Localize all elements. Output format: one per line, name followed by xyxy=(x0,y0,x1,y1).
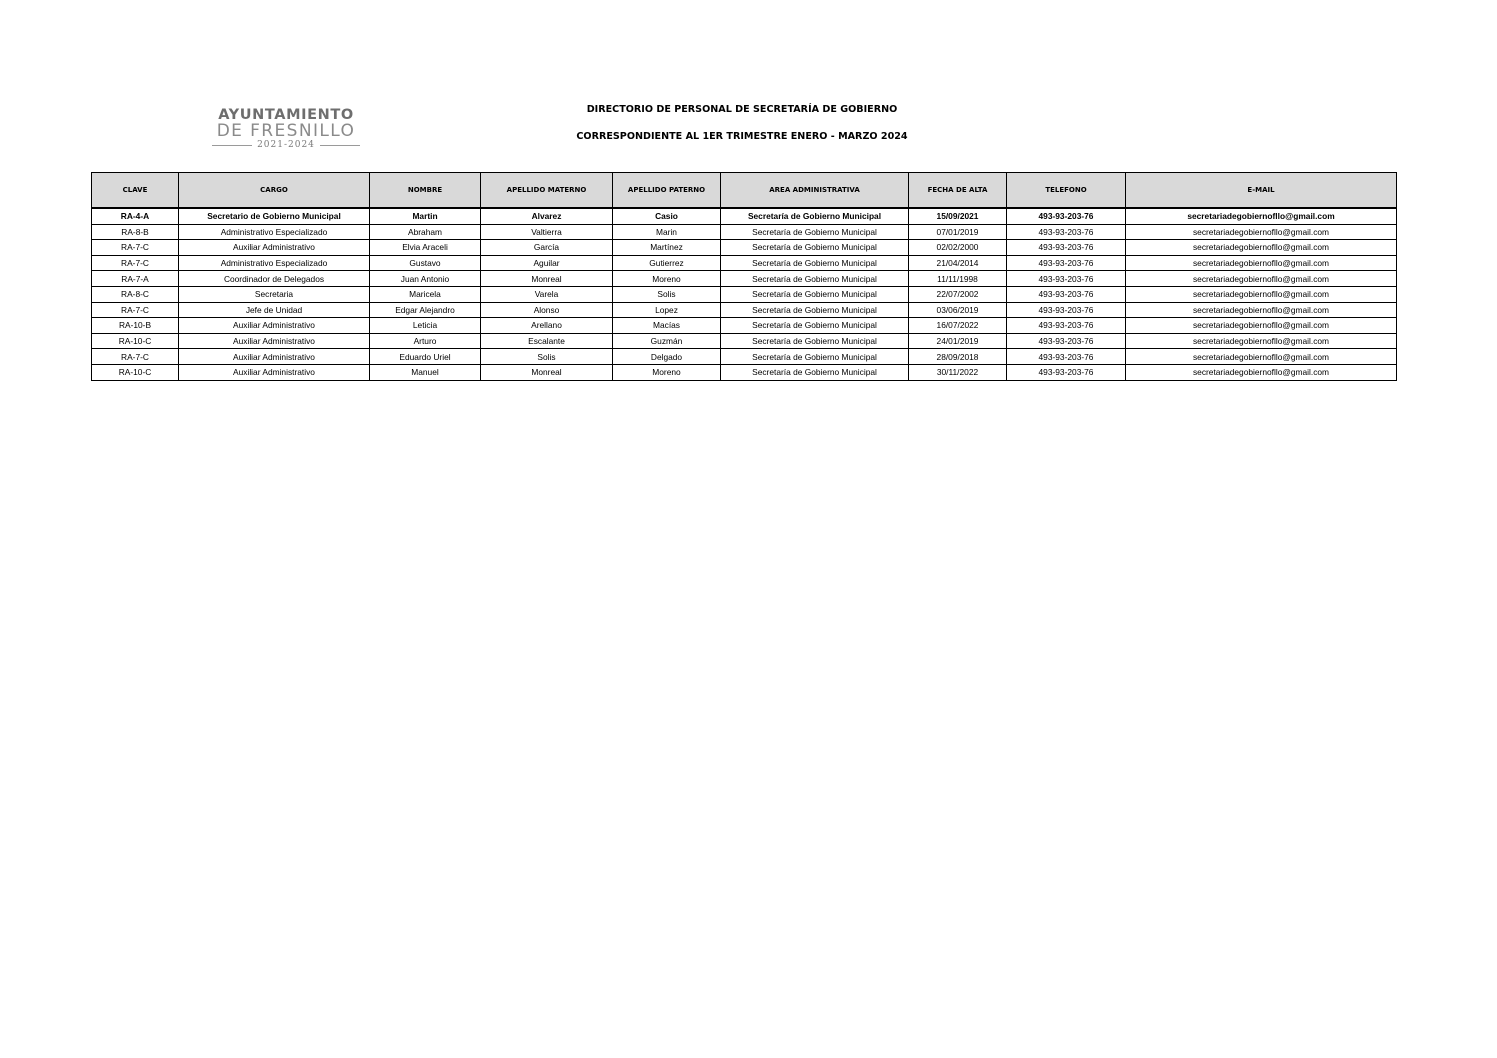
cell-apellido-materno: Aguilar xyxy=(481,255,613,271)
cell-cargo: Auxiliar Administrativo xyxy=(179,349,370,365)
table-row xyxy=(92,286,1397,302)
cell-telefono: 493-93-203-76 xyxy=(1007,318,1126,334)
cell-email: secretariadegobiernofllo@gmail.com xyxy=(1126,318,1397,334)
cell-clave: RA-10-B xyxy=(92,318,179,334)
cell-telefono: 493-93-203-76 xyxy=(1007,224,1126,240)
table-row xyxy=(92,255,1397,271)
table-row xyxy=(92,302,1397,318)
logo-line2: DE FRESNILLO xyxy=(216,121,356,141)
cell-fecha-de-alta: 11/11/1998 xyxy=(909,271,1007,287)
cell-area-administrativa: Secretaría de Gobierno Municipal xyxy=(721,349,909,365)
table-header-row xyxy=(92,173,1397,209)
cell-email: secretariadegobiernofllo@gmail.com xyxy=(1126,302,1397,318)
cell-clave: RA-7-A xyxy=(92,271,179,287)
header-nombre: NOMBRE xyxy=(370,173,481,209)
header-cargo: CARGO xyxy=(179,173,370,209)
cell-nombre: Eduardo Uriel xyxy=(370,349,481,365)
cell-area-administrativa: Secretaría de Gobierno Municipal xyxy=(721,208,909,224)
cell-clave: RA-7-C xyxy=(92,349,179,365)
directory-table xyxy=(91,172,1397,381)
cell-cargo: Secretaria xyxy=(179,286,370,302)
cell-telefono: 493-93-203-76 xyxy=(1007,286,1126,302)
cell-email: secretariadegobiernofllo@gmail.com xyxy=(1126,255,1397,271)
cell-area-administrativa: Secretaría de Gobierno Municipal xyxy=(721,286,909,302)
cell-area-administrativa: Secretaría de Gobierno Municipal xyxy=(721,240,909,256)
cell-fecha-de-alta: 24/01/2019 xyxy=(909,333,1007,349)
header-clave: CLAVE xyxy=(92,173,179,209)
cell-apellido-materno: Varela xyxy=(481,286,613,302)
cell-area-administrativa: Secretaría de Gobierno Municipal xyxy=(721,364,909,380)
cell-fecha-de-alta: 07/01/2019 xyxy=(909,224,1007,240)
cell-nombre: Edgar Alejandro xyxy=(370,302,481,318)
cell-telefono: 493-93-203-76 xyxy=(1007,349,1126,365)
cell-cargo: Auxiliar Administrativo xyxy=(179,240,370,256)
table-body xyxy=(92,208,1397,380)
cell-apellido-paterno: Guzmán xyxy=(613,333,721,349)
cell-clave: RA-8-B xyxy=(92,224,179,240)
cell-fecha-de-alta: 15/09/2021 xyxy=(909,208,1007,224)
cell-telefono: 493-93-203-76 xyxy=(1007,333,1126,349)
cell-nombre: Manuel xyxy=(370,364,481,380)
cell-area-administrativa: Secretaría de Gobierno Municipal xyxy=(721,224,909,240)
cell-apellido-materno: Alvarez xyxy=(481,208,613,224)
cell-area-administrativa: Secretaría de Gobierno Municipal xyxy=(721,318,909,334)
cell-apellido-paterno: Casio xyxy=(613,208,721,224)
cell-cargo: Coordinador de Delegados xyxy=(179,271,370,287)
cell-nombre: Leticia xyxy=(370,318,481,334)
cell-cargo: Jefe de Unidad xyxy=(179,302,370,318)
logo xyxy=(203,108,369,150)
cell-clave: RA-10-C xyxy=(92,333,179,349)
cell-nombre: Elvia Araceli xyxy=(370,240,481,256)
cell-fecha-de-alta: 02/02/2000 xyxy=(909,240,1007,256)
cell-email: secretariadegobiernofllo@gmail.com xyxy=(1126,349,1397,365)
cell-apellido-materno: Escalante xyxy=(481,333,613,349)
cell-clave: RA-10-C xyxy=(92,364,179,380)
table-row xyxy=(92,364,1397,380)
cell-nombre: Arturo xyxy=(370,333,481,349)
cell-cargo: Administrativo Especializado xyxy=(179,255,370,271)
cell-area-administrativa: Secretaría de Gobierno Municipal xyxy=(721,302,909,318)
cell-nombre: Maricela xyxy=(370,286,481,302)
cell-apellido-materno: Monreal xyxy=(481,364,613,380)
header-fecha-de-alta: FECHA DE ALTA xyxy=(909,173,1007,209)
cell-fecha-de-alta: 03/06/2019 xyxy=(909,302,1007,318)
logo-years-row xyxy=(203,140,369,150)
cell-apellido-paterno: Macías xyxy=(613,318,721,334)
cell-cargo: Auxiliar Administrativo xyxy=(179,318,370,334)
header-telefono: TELEFONO xyxy=(1007,173,1126,209)
cell-area-administrativa: Secretaría de Gobierno Municipal xyxy=(721,271,909,287)
header-email: E-MAIL xyxy=(1126,173,1397,209)
table-row xyxy=(92,240,1397,256)
logo-rule-right xyxy=(320,145,360,146)
cell-fecha-de-alta: 16/07/2022 xyxy=(909,318,1007,334)
cell-telefono: 493-93-203-76 xyxy=(1007,364,1126,380)
cell-cargo: Auxiliar Administrativo xyxy=(179,364,370,380)
cell-fecha-de-alta: 30/11/2022 xyxy=(909,364,1007,380)
cell-telefono: 493-93-203-76 xyxy=(1007,302,1126,318)
header-apellido-paterno: APELLIDO PATERNO xyxy=(613,173,721,209)
cell-clave: RA-7-C xyxy=(92,240,179,256)
cell-email: secretariadegobiernofllo@gmail.com xyxy=(1126,286,1397,302)
page-subtitle: CORRESPONDIENTE AL 1ER TRIMESTRE ENERO - MARZO 2024 xyxy=(576,131,908,142)
cell-apellido-paterno: Moreno xyxy=(613,364,721,380)
cell-area-administrativa: Secretaría de Gobierno Municipal xyxy=(721,255,909,271)
cell-nombre: Juan Antonio xyxy=(370,271,481,287)
cell-nombre: Martin xyxy=(370,208,481,224)
cell-apellido-paterno: Lopez xyxy=(613,302,721,318)
cell-cargo: Administrativo Especializado xyxy=(179,224,370,240)
cell-telefono: 493-93-203-76 xyxy=(1007,208,1126,224)
logo-rule-left xyxy=(212,145,252,146)
cell-fecha-de-alta: 22/07/2002 xyxy=(909,286,1007,302)
table-row xyxy=(92,333,1397,349)
cell-telefono: 493-93-203-76 xyxy=(1007,240,1126,256)
cell-area-administrativa: Secretaría de Gobierno Municipal xyxy=(721,333,909,349)
cell-fecha-de-alta: 21/04/2014 xyxy=(909,255,1007,271)
cell-email: secretariadegobiernofllo@gmail.com xyxy=(1126,364,1397,380)
cell-fecha-de-alta: 28/09/2018 xyxy=(909,349,1007,365)
cell-telefono: 493-93-203-76 xyxy=(1007,271,1126,287)
cell-cargo: Auxiliar Administrativo xyxy=(179,333,370,349)
cell-cargo: Secretario de Gobierno Municipal xyxy=(179,208,370,224)
cell-clave: RA-4-A xyxy=(92,208,179,224)
logo-line1: AYUNTAMIENTO xyxy=(218,107,354,123)
table-row xyxy=(92,349,1397,365)
cell-apellido-paterno: Gutierrez xyxy=(613,255,721,271)
cell-apellido-paterno: Martínez xyxy=(613,240,721,256)
cell-apellido-materno: Valtierra xyxy=(481,224,613,240)
cell-nombre: Gustavo xyxy=(370,255,481,271)
cell-apellido-materno: García xyxy=(481,240,613,256)
cell-apellido-materno: Alonso xyxy=(481,302,613,318)
cell-apellido-paterno: Moreno xyxy=(613,271,721,287)
logo-years: 2021-2024 xyxy=(257,140,315,150)
cell-email: secretariadegobiernofllo@gmail.com xyxy=(1126,240,1397,256)
cell-email: secretariadegobiernofllo@gmail.com xyxy=(1126,224,1397,240)
table-row xyxy=(92,318,1397,334)
cell-clave: RA-7-C xyxy=(92,255,179,271)
cell-apellido-paterno: Delgado xyxy=(613,349,721,365)
cell-apellido-paterno: Solis xyxy=(613,286,721,302)
cell-nombre: Abraham xyxy=(370,224,481,240)
cell-clave: RA-7-C xyxy=(92,302,179,318)
cell-telefono: 493-93-203-76 xyxy=(1007,255,1126,271)
header-area-administrativa: AREA ADMINISTRATIVA xyxy=(721,173,909,209)
cell-email: secretariadegobiernofllo@gmail.com xyxy=(1126,333,1397,349)
table-row xyxy=(92,224,1397,240)
header-apellido-materno: APELLIDO MATERNO xyxy=(481,173,613,209)
cell-apellido-paterno: Marin xyxy=(613,224,721,240)
cell-email: secretariadegobiernofllo@gmail.com xyxy=(1126,208,1397,224)
cell-email: secretariadegobiernofllo@gmail.com xyxy=(1126,271,1397,287)
cell-apellido-materno: Monreal xyxy=(481,271,613,287)
cell-apellido-materno: Arellano xyxy=(481,318,613,334)
cell-apellido-materno: Solis xyxy=(481,349,613,365)
cell-clave: RA-8-C xyxy=(92,286,179,302)
page-title: DIRECTORIO DE PERSONAL DE SECRETARÍA DE GOBIERNO xyxy=(586,104,898,115)
table-row xyxy=(92,271,1397,287)
table-row xyxy=(92,208,1397,224)
